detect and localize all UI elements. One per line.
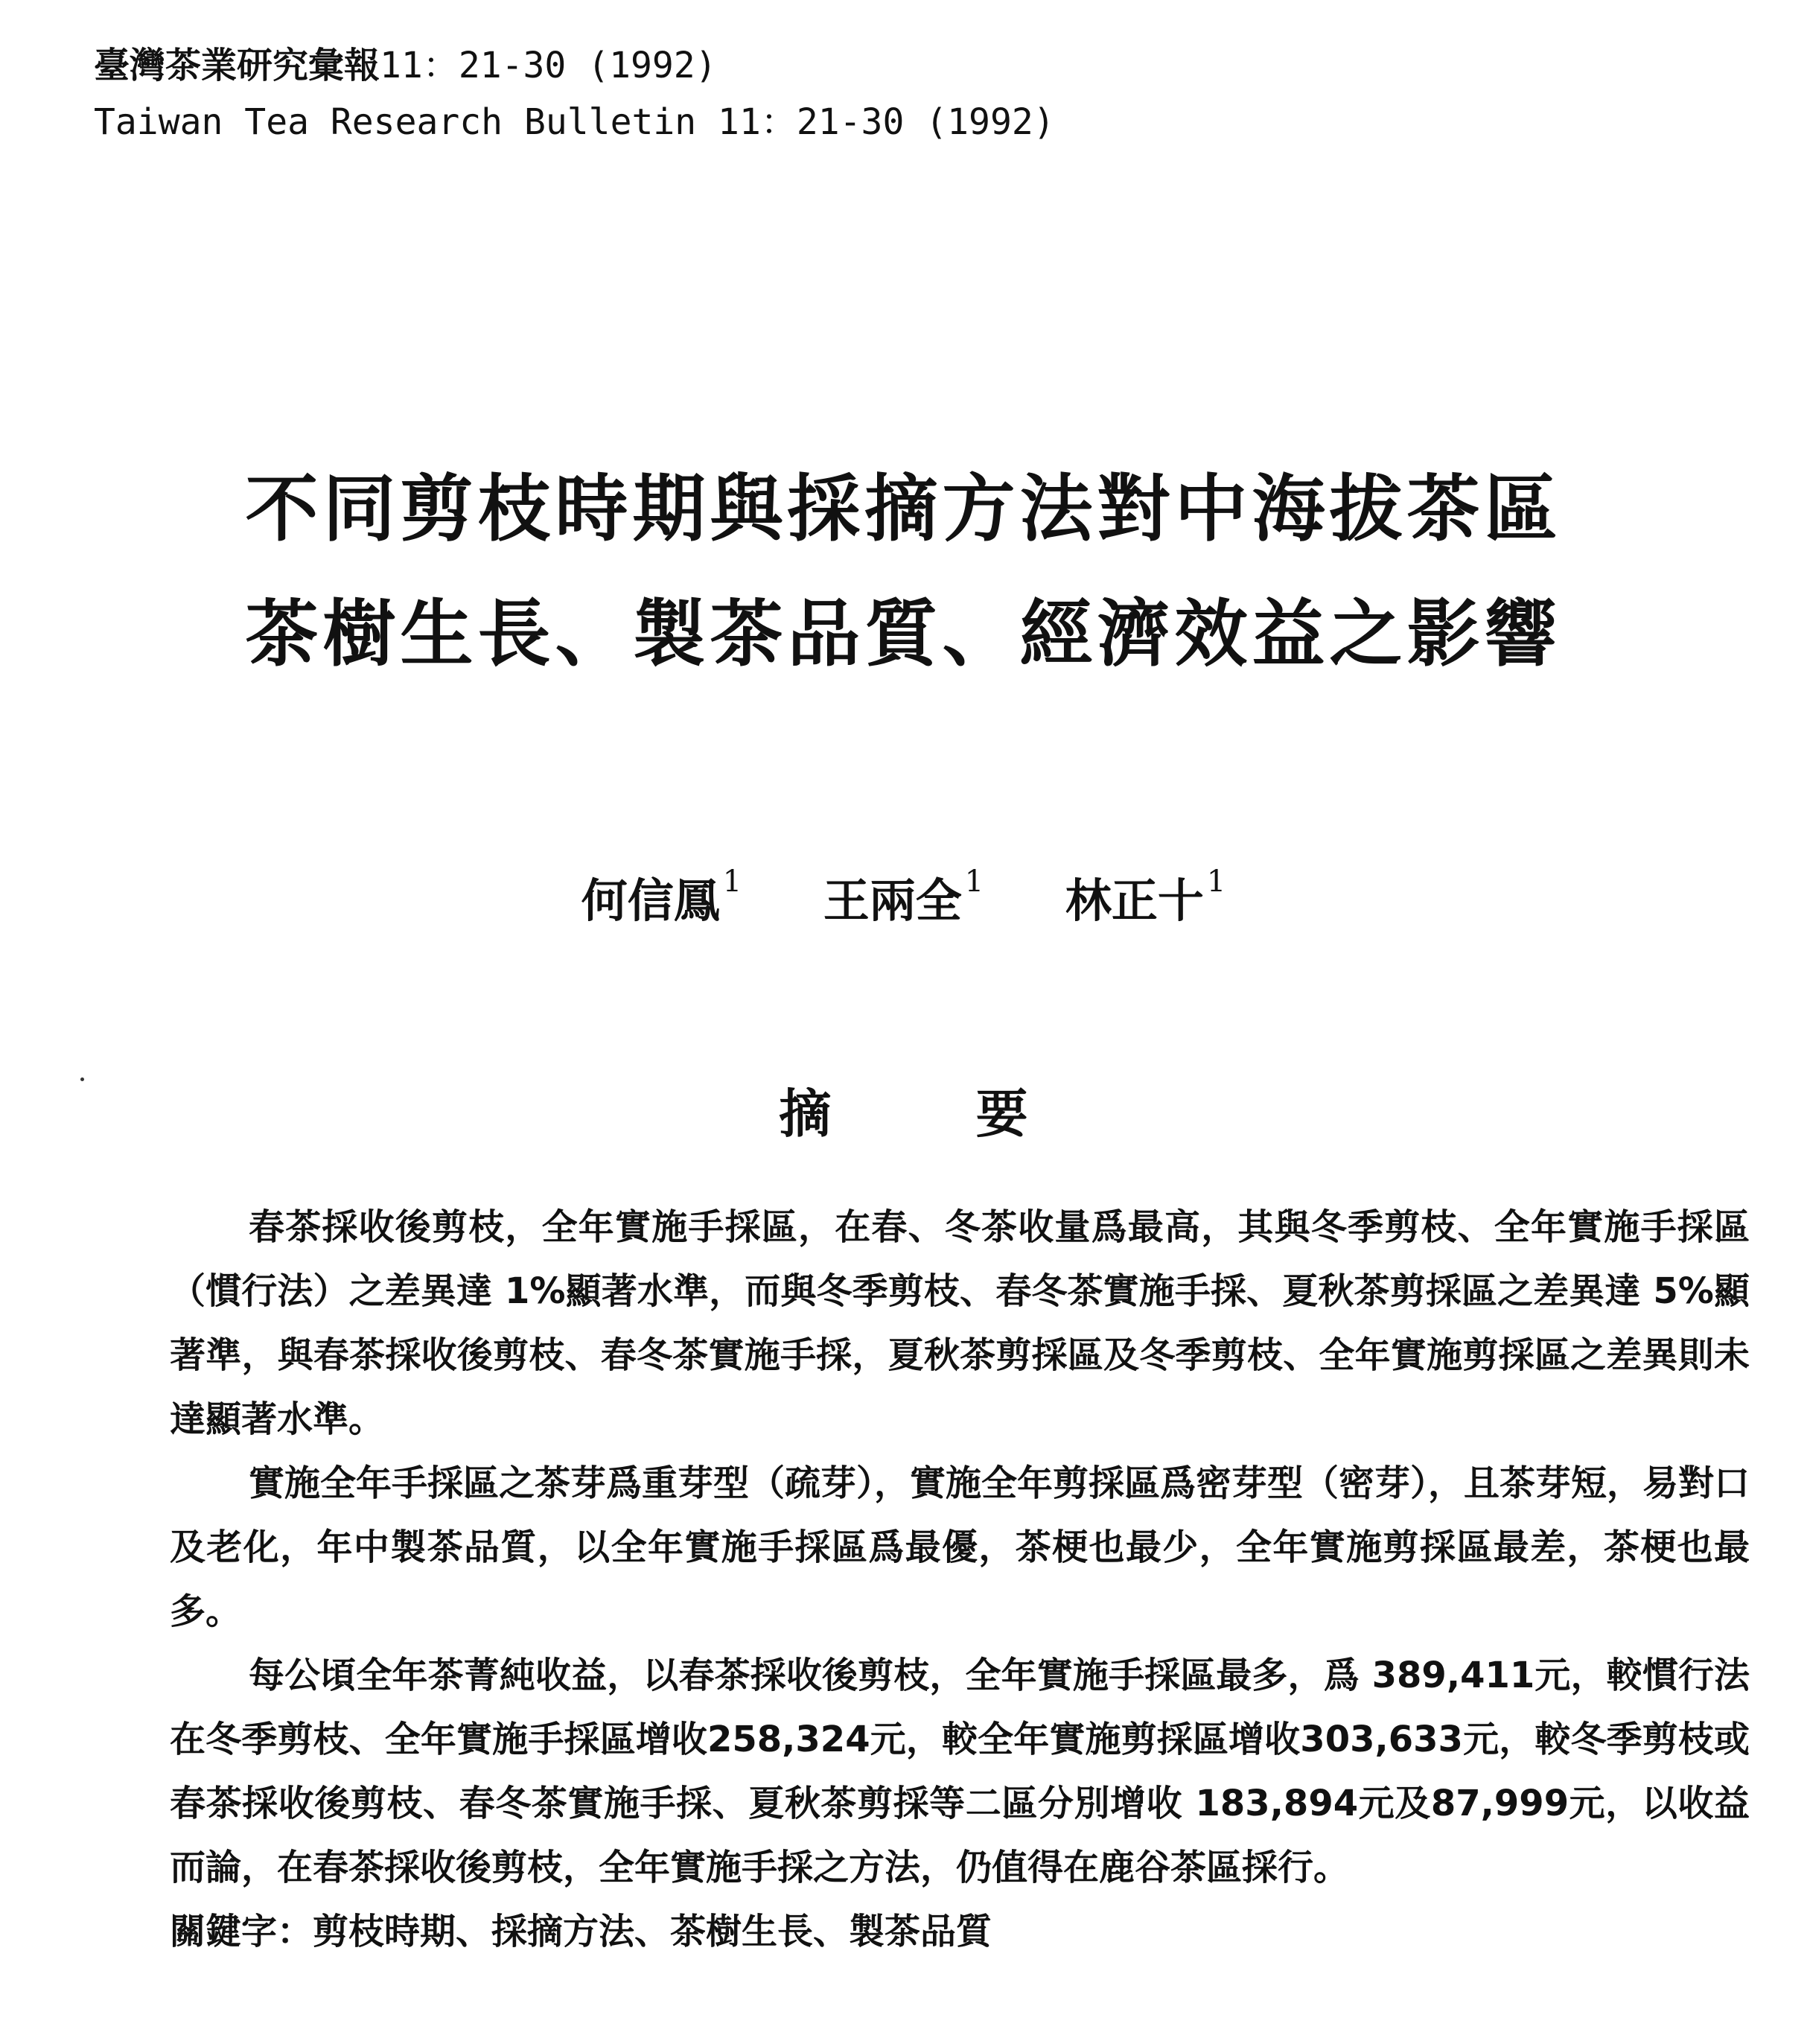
abstract-body [170,1195,1750,1964]
abstract-heading: 摘 要 [779,1083,1028,1144]
header-line-en: Taiwan Tea Research Bulletin 11：21-30 (1992) [94,101,1055,143]
journal-header [94,37,1055,150]
keywords: 關鍵字：剪枝時期、採摘方法、茶樹生長、製茶品質 [170,1911,992,1952]
paper-title [0,447,1807,697]
author [1065,864,1226,930]
abstract-paragraph: 春茶採收後剪枝，全年實施手採區，在春、冬茶收量爲最高，其與冬季剪枝、全年實施手採區（慣行法）之差異達 1%顯著水準，而與冬季剪枝、春冬茶實施手採、夏秋茶剪採區之差異達 5%顯著準，與春茶採收後剪枝、春冬茶實施手採，夏秋茶剪採區及冬季剪枝、全年實施剪採區之差異則未達顯著水準。 [170,1206,1750,1440]
author-list [0,864,1807,930]
title-line-1: 不同剪枝時期與採摘方法對中海拔茶區 [245,466,1562,552]
author-affiliation-mark: 1 [722,865,742,899]
author [823,864,984,930]
header-line-zh [94,37,1055,94]
author-affiliation-mark: 1 [1206,865,1226,899]
abstract-paragraph: 實施全年手採區之茶芽爲重芽型（疏芽），實施全年剪採區爲密芽型（密芽），且茶芽短，易對口及老化，年中製茶品質，以全年實施手採區爲最優，茶梗也最少，全年實施剪採區最差，茶梗也最多。 [170,1462,1750,1632]
journal-name-zh: 臺灣茶業研究彙報 [94,45,380,86]
author-name: 何信鳳 [581,873,720,928]
abstract-paragraph: 每公頃全年茶菁純收益，以春茶採收後剪枝，全年實施手採區最多，爲 389,411元，較慣行法在冬季剪枝、全年實施手採區增收258,324元，較全年實施剪採區增收303,633元，較冬季剪枝或春茶採收後剪枝、春冬茶實施手採、夏秋茶剪採等二區分別增收 183,894元及87,999元，以收益而論，在春茶採收後剪枝，全年實施手採之方法，仍值得在鹿谷茶區採行。 [170,1655,1750,1888]
title-line-2: 茶樹生長、製茶品質、經濟效益之影響 [245,591,1562,677]
author-affiliation-mark: 1 [964,865,984,899]
author-name: 王兩全 [823,873,962,928]
author [581,864,742,930]
journal-ref-zh: 11：21-30 (1992) [380,45,717,86]
author-name: 林正十 [1065,873,1204,928]
